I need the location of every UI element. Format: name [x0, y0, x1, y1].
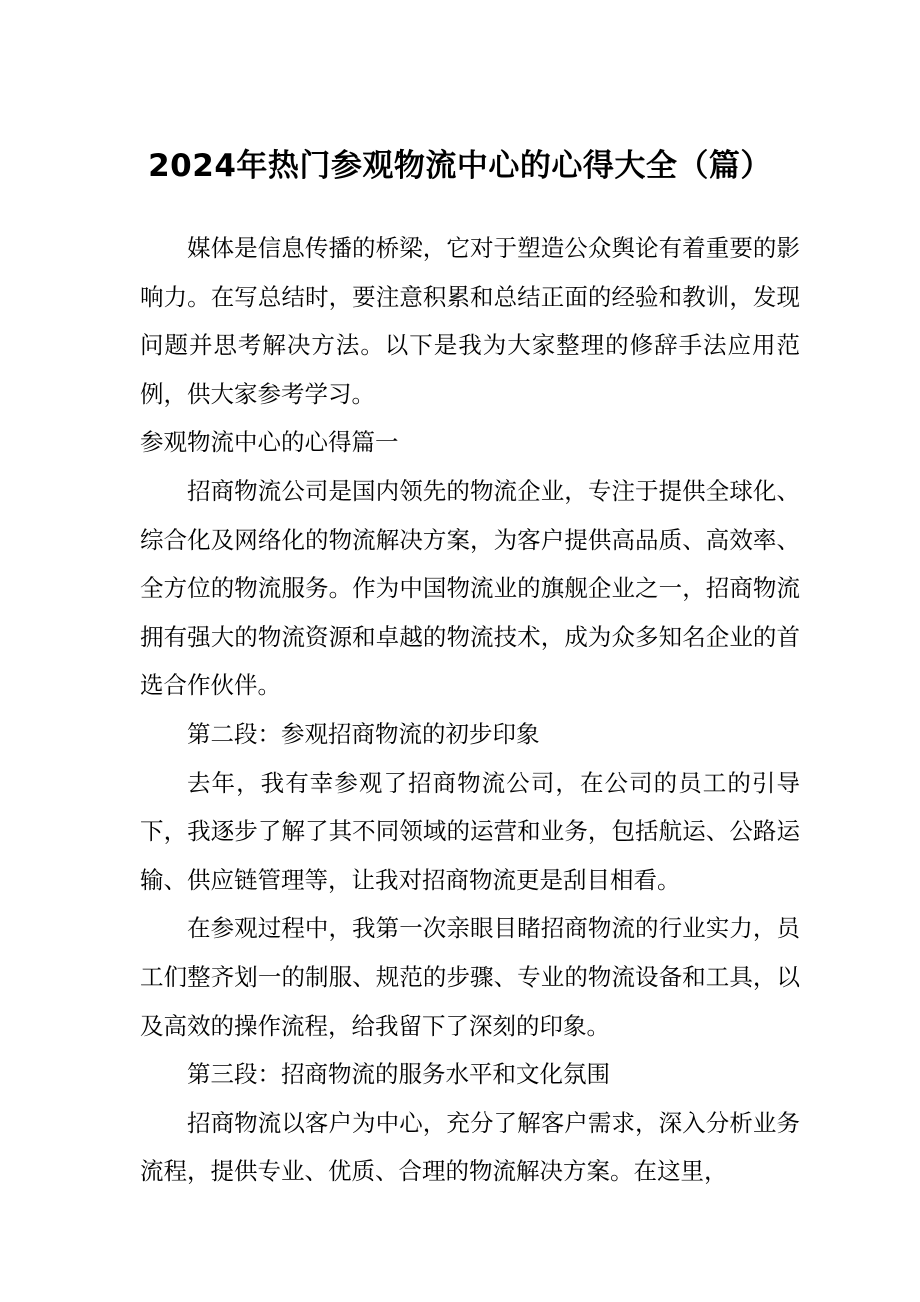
section-heading-third: 第三段：招商物流的服务水平和文化氛围 — [187, 1060, 610, 1089]
paragraph-visit-process: 在参观过程中，我第一次亲眼目睹招商物流的行业实力，员工们整齐划一的制服、规范的步骤、专业的物流设备和工具，以及高效的操作流程，给我留下了深刻的印象。 — [140, 914, 800, 1040]
document-body — [140, 224, 800, 1196]
section-heading-part-one: 参观物流中心的心得篇一 — [140, 428, 399, 457]
paragraph-intro: 媒体是信息传播的桥梁，它对于塑造公众舆论有着重要的影响力。在写总结时，要注意积累和总结正面的经验和教训，发现问题并思考解决方法。以下是我为大家整理的修辞手法应用范例，供大家参考学习。 — [140, 234, 800, 408]
section-heading-second: 第二段：参观招商物流的初步印象 — [187, 719, 540, 748]
document-title: 2024年热门参观物流中心的心得大全（篇） — [148, 148, 772, 184]
paragraph-service-level: 招商物流以客户为中心，充分了解客户需求，深入分析业务流程，提供专业、优质、合理的物流解决方案。在这里， — [140, 1108, 800, 1186]
paragraph-visit-impression: 去年，我有幸参观了招商物流公司，在公司的员工的引导下，我逐步了解了其不同领域的运营和业务，包括航运、公路运输、供应链管理等，让我对招商物流更是刮目相看。 — [140, 768, 800, 894]
paragraph-company-overview: 招商物流公司是国内领先的物流企业，专注于提供全球化、综合化及网络化的物流解决方案，为客户提供高品质、高效率、全方位的物流服务。作为中国物流业的旗舰企业之一，招商物流拥有强大的物流资源和卓越的物流技术，成为众多知名企业的首选合作伙伴。 — [140, 476, 800, 700]
